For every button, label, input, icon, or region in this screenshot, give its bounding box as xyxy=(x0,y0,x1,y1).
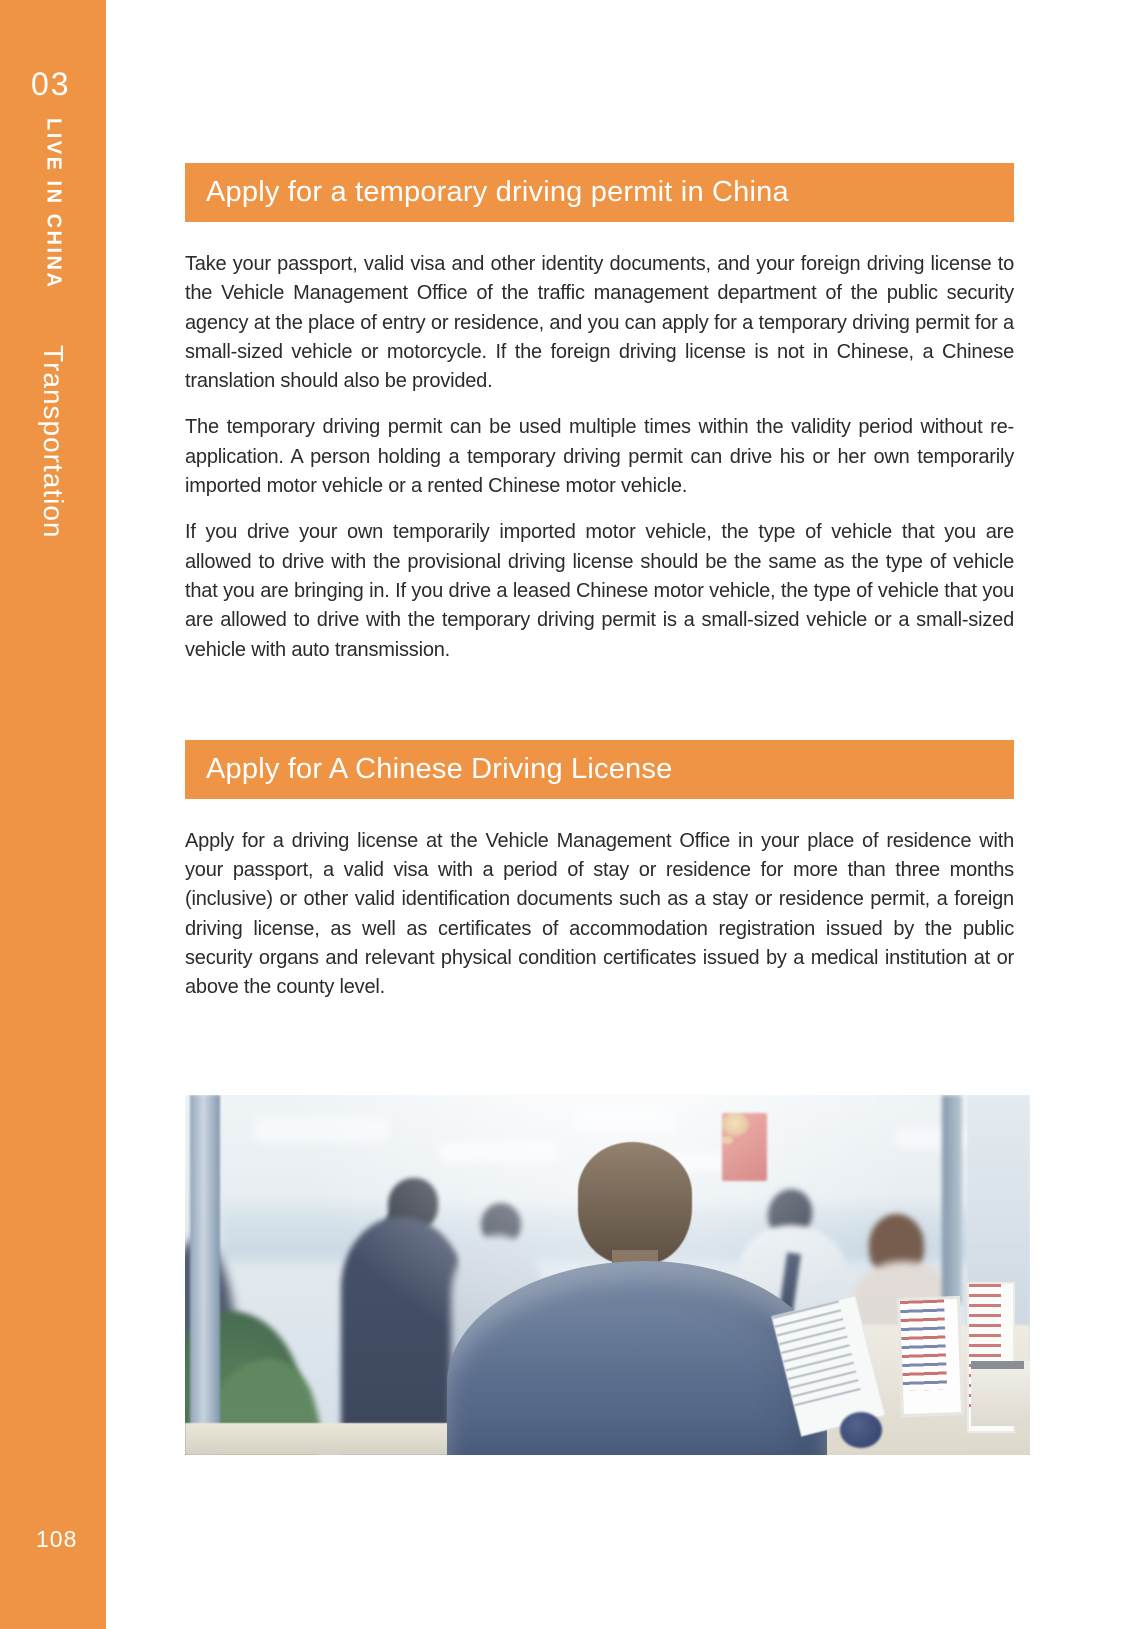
sign-text-lines xyxy=(900,1299,947,1391)
printer-slot xyxy=(971,1361,1024,1369)
gold-emblem-detail xyxy=(722,1136,733,1144)
content-column xyxy=(185,0,1014,1003)
ceiling-light xyxy=(439,1142,557,1164)
paragraph: The temporary driving permit can be used multiple times within the validity period without re-application. A person holding a temporary driving permit can drive his or her own temporarily imported motor vehicle or a rented Chinese motor vehicle. xyxy=(185,416,1014,498)
section-header-temporary-permit xyxy=(185,163,1014,222)
paragraph: Apply for a driving license at the Vehicle Management Office in your place of residence with your passport, a valid visa with a period of stay or residence for more than three months (inclusive) or other valid identification documents such as a stay or residence permit, a foreign driving license, as well as certificates of accommodation registration issued by the public security organs and relevant physical condition certificates issued by a medical institution at or above the county level. xyxy=(185,829,1014,999)
counter-printer-device xyxy=(971,1361,1030,1426)
applicant-head xyxy=(578,1142,692,1264)
section-title: Apply for a temporary driving permit in China xyxy=(206,176,789,208)
chapter-sidebar xyxy=(0,0,106,1629)
paragraph: Take your passport, valid visa and other identity documents, and your foreign driving license to the Vehicle Management Office of the traffic management department of the public security agency at the place of entry or residence, and you can apply for a temporary driving permit for a small-sized vehicle or motorcycle. If the foreign driving license is not in Chinese, a Chinese translation should also be provided. xyxy=(185,253,1014,393)
chapter-title-vertical: LIVE IN CHINA xyxy=(42,118,65,290)
ceiling-light xyxy=(253,1117,388,1142)
gold-emblem xyxy=(722,1113,749,1136)
ceiling-light xyxy=(574,1109,675,1131)
national-emblem-banner xyxy=(722,1113,768,1181)
section-title: Apply for A Chinese Driving License xyxy=(206,752,673,785)
page-number: 108 xyxy=(36,1526,78,1552)
chapter-number: 03 xyxy=(31,66,71,102)
glass-door-frame-left xyxy=(190,1095,220,1455)
section-title-vertical: Transportation xyxy=(38,345,69,539)
glass-frame-bar-right xyxy=(942,1095,962,1304)
blue-cup xyxy=(840,1412,882,1448)
section-header-chinese-license xyxy=(185,740,1014,799)
vehicle-management-office-counter-photo xyxy=(185,1095,1030,1455)
counter-sign-placard xyxy=(897,1296,964,1417)
paragraph: If you drive your own temporarily imported motor vehicle, the type of vehicle that you are allowed to drive with the provisional driving license should be the same as the type of vehicle that you are bringing in. If you drive a leased Chinese motor vehicle, the type of vehicle that you are allowed to drive with the temporary driving permit is a small-sized vehicle or a small-sized vehicle with auto transmission. xyxy=(185,521,1014,661)
